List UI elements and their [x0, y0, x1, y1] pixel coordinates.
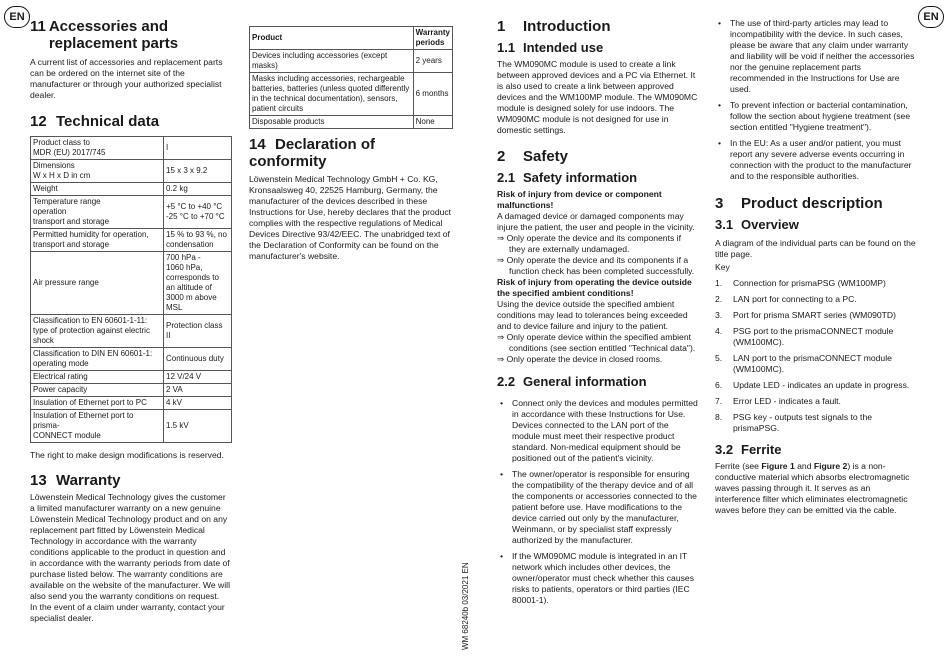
table-row [250, 73, 453, 116]
figure-2-ref: Figure 2 [813, 461, 848, 471]
section-3-number: 3 [715, 195, 724, 212]
tech-label: Dimensions W x H x D in cm [31, 160, 164, 183]
table-row [31, 315, 232, 348]
key-number: 7. [715, 396, 723, 406]
key-number: 1. [715, 278, 723, 288]
section-14-number: 14 [249, 136, 266, 153]
tech-label: Air pressure range [31, 252, 164, 315]
key-text: PSG key - outputs test signals to the prismaPSG. [733, 412, 873, 433]
instruction-3 [497, 332, 699, 354]
section-2-number: 2 [497, 148, 506, 165]
section-2-2-heading [497, 374, 699, 390]
key-item [715, 326, 917, 348]
section-2-1-number: 2.1 [497, 170, 516, 185]
section-2-1-heading [497, 170, 699, 186]
table-row [31, 196, 232, 229]
design-note: The right to make design modifications is reserved. [30, 450, 224, 460]
arrow-icon: ⇒ [497, 233, 505, 243]
key-number: 5. [715, 353, 723, 363]
key-text: PSG port to the prismaCONNECT module (WM100MC). [733, 326, 894, 347]
warning-2-text: Using the device outside the specified ambient conditions may lead to tolerances being exceeded and to device failure and injury to the patient. [497, 299, 688, 331]
tech-label: Power capacity [31, 384, 164, 397]
warning-2: Risk of injury from operating the device outside the specified ambient conditions! [497, 277, 692, 298]
tech-value: Continuous duty [164, 348, 232, 371]
key-item [715, 278, 917, 289]
warranty-header-periods: Warranty periods [413, 27, 452, 50]
ferrite-text-1: Ferrite (see [715, 461, 762, 471]
column-3 [497, 18, 699, 606]
table-row [31, 348, 232, 371]
instruction-4-text: Only operate the device in closed rooms. [506, 354, 663, 364]
list-item: • If the WM090MC module is integrated in an IT network which includes other devices, the owner/operator must check whether this causes risks to patients, operators or third parties (IEC 80001-1). [497, 551, 699, 606]
key-number: 6. [715, 380, 723, 390]
table-row [31, 160, 232, 183]
technical-data-table [30, 136, 232, 443]
tech-value: 15 % to 93 %, no condensation [164, 229, 232, 252]
key-text: Port for prisma SMART series (WM090TD) [733, 310, 896, 320]
key-text: Error LED - indicates a fault. [733, 396, 841, 406]
section-11-number: 11 [30, 18, 46, 35]
key-item [715, 380, 917, 391]
section-3-2-number: 3.2 [715, 442, 734, 457]
tech-label: Classification to DIN EN 60601-1: operating mode [31, 348, 164, 371]
table-row [31, 384, 232, 397]
warranty-product: Devices including accessories (except masks) [250, 50, 414, 73]
general-info-list [497, 398, 699, 606]
table-row [31, 410, 232, 443]
section-1-1-heading [497, 40, 699, 56]
section-13-heading [30, 472, 232, 489]
table-row [31, 137, 232, 160]
tech-value: 4 kV [164, 397, 232, 410]
table-row [31, 397, 232, 410]
section-3-2-title: Ferrite [741, 442, 782, 457]
section-1-1-number: 1.1 [497, 40, 516, 55]
list-item: • To prevent infection or bacterial contamination, follow the section about hygiene treatment (see section entitled "Hygiene treatment"). [715, 100, 917, 133]
section-1-heading [497, 18, 699, 35]
instruction-4 [497, 354, 699, 365]
table-row [250, 50, 453, 73]
ferrite-text-3: ) is a non-conductive material which absorbs electromagnetic waves passing through it. It serves as an interference filter which eliminates electromagnetic waves before they can be emitted via the cable. [715, 461, 910, 515]
key-text: LAN port for connecting to a PC. [733, 294, 857, 304]
column-2 [249, 26, 453, 262]
section-3-2-text [715, 461, 917, 516]
warranty-product: Masks including accessories, rechargeable batteries, batteries (unless quoted differently in the technical documentation), sensors, patient circuits [250, 73, 414, 116]
ferrite-text-2: and [794, 461, 814, 471]
key-text: LAN port to the prismaCONNECT module (WM100MC). [733, 353, 892, 374]
list-item: • The owner/operator is responsible for ensuring the compatibility of the therapy device and of all the components or accessories connected to the patient before use. Have modifications to the device carried out only by the manufacturer, Weinmann, or by specialist staff expressly authorized by the manufacturer. [497, 469, 699, 546]
section-13-text: Löwenstein Medical Technology gives the customer a limited manufacturer warranty on a new genuine Löwenstein Medical Technology product and on any replacement part fitted by Löwenstein Medical Technology in accordance with the warranty conditions applicable to the product in question and in accordance with the warranty periods from date of purchase listed below. The warranty conditions are available on the website of the manufacturer. We will also send you the warranty conditions on request. In the event of a claim under warranty, contact your specialist dealer. [30, 492, 230, 623]
tech-value: 2 VA [164, 384, 232, 397]
list-item: • The use of third-party articles may lead to incompatibility with the device. In such cases, please be aware that any claim under warranty and liability will be void if neither the accessories nor the genuine replacement parts recommended in the Instructions for Use are used. [715, 18, 917, 95]
instruction-2-text: Only operate the device and its components if a function check has been completed successfully. [506, 255, 695, 276]
arrow-icon: ⇒ [497, 255, 505, 265]
tech-value: 1.5 kV [164, 410, 232, 443]
key-item [715, 294, 917, 305]
section-14-heading [249, 136, 453, 170]
key-label: Key [715, 262, 730, 272]
key-number: 2. [715, 294, 723, 304]
tech-label: Classification to EN 60601-1-11: type of protection against electric shock [31, 315, 164, 348]
warranty-product: Disposable products [250, 116, 414, 129]
column-4 [715, 18, 917, 516]
figure-1-ref: Figure 1 [761, 461, 795, 471]
section-1-title: Introduction [523, 18, 611, 35]
key-text: Update LED - indicates an update in progress. [733, 380, 910, 390]
warning-1-text: A damaged device or damaged components may injure the patient, the user and people in the vicinity. [497, 211, 695, 232]
key-item [715, 353, 917, 375]
section-12-heading [30, 113, 232, 130]
warranty-header-product: Product [250, 27, 414, 50]
tech-label: Electrical rating [31, 371, 164, 384]
key-number: 4. [715, 326, 723, 336]
tech-label: Insulation of Ethernet port to prisma- CONNECT module [31, 410, 164, 443]
warranty-period: None [413, 116, 452, 129]
section-3-title: Product description [741, 195, 883, 212]
section-13-title: Warranty [56, 472, 121, 489]
section-14-text: Löwenstein Medical Technology GmbH + Co. KG, Kronsaalsweg 40, 22525 Hamburg, Germany, the manufacturer of the devices described in these Instructions for Use, hereby declares that the product complies with the respective regulations of Medical Devices Directive 93/42/EEC. The unabridged text of the Declaration of Conformity can be found on the manufacturer's website. [249, 174, 452, 261]
tech-value: 15 x 3 x 9.2 [164, 160, 232, 183]
section-1-1-title: Intended use [523, 40, 604, 55]
arrow-icon: ⇒ [497, 332, 505, 342]
section-2-title: Safety [523, 148, 569, 165]
language-badge-right: EN [918, 6, 944, 28]
instruction-1-text: Only operate the device and its components if they are externally undamaged. [506, 233, 681, 254]
tech-value: 0.2 kg [164, 183, 232, 196]
section-2-2-title: General information [523, 374, 647, 389]
section-3-heading [715, 195, 917, 212]
section-3-1-text: A diagram of the individual parts can be found on the title page. [715, 238, 916, 259]
list-item: • Connect only the devices and modules permitted in accordance with these Instructions for Use. Devices connected to the LAN port of the module must meet their respective product standard. Non-medical equipment should be positioned out of the patient's vicinity. [497, 398, 699, 464]
section-3-1-heading [715, 217, 917, 233]
instruction-2 [497, 255, 699, 277]
table-row [250, 116, 453, 129]
warranty-period: 2 years [413, 50, 452, 73]
tech-label: Temperature range operation transport and storage [31, 196, 164, 229]
table-row [31, 183, 232, 196]
key-number: 8. [715, 412, 723, 422]
key-item [715, 412, 917, 434]
section-1-1-text: The WM090MC module is used to create a link between approved devices and a PC via Ethernet. It is also used to create a link between approved devices and the WM100MP module. The WM090MC module is designed solely for use indoors. The WM090MC module is not designed for use in domestic settings. [497, 59, 698, 135]
table-row [31, 229, 232, 252]
section-2-2-number: 2.2 [497, 374, 516, 389]
tech-label: Insulation of Ethernet port to PC [31, 397, 164, 410]
tech-value: 700 hPa - 1060 hPa, corresponds to an altitude of 3000 m above MSL [164, 252, 232, 315]
section-2-1-title: Safety information [523, 170, 638, 185]
section-14-title: Declaration of conformity [249, 136, 376, 170]
key-item [715, 310, 917, 321]
table-row [31, 371, 232, 384]
tech-value: 12 V/24 V [164, 371, 232, 384]
instruction-1 [497, 233, 699, 255]
tech-label: Weight [31, 183, 164, 196]
key-text: Connection for prismaPSG (WM100MP) [733, 278, 886, 288]
tech-value: I [164, 137, 232, 160]
arrow-icon: ⇒ [497, 354, 505, 364]
warning-1: Risk of injury from device or component malfunctions! [497, 189, 662, 210]
tech-label: Permitted humidity for operation, transport and storage [31, 229, 164, 252]
tech-value: +5 °C to +40 °C -25 °C to +70 °C [164, 196, 232, 229]
key-number: 3. [715, 310, 723, 320]
overview-key-list [715, 278, 917, 434]
document-code: WM 68240b 03/2021 EN [461, 562, 470, 650]
section-3-1-number: 3.1 [715, 217, 734, 232]
tech-value: Protection class II [164, 315, 232, 348]
table-row [31, 252, 232, 315]
key-item [715, 396, 917, 407]
column-1 [30, 18, 232, 624]
section-12-number: 12 [30, 113, 47, 130]
list-item: • In the EU: As a user and/or patient, you must report any severe adverse events occurring in connection with the product to the manufacturer and to the responsible authorities. [715, 138, 917, 182]
section-3-1-title: Overview [741, 217, 799, 232]
safety-continued-list [715, 18, 917, 182]
language-badge: EN [4, 6, 30, 28]
section-1-number: 1 [497, 18, 506, 35]
section-13-number: 13 [30, 472, 47, 489]
warranty-period: 6 months [413, 73, 452, 116]
section-11-title: Accessories and replacement parts [48, 18, 179, 52]
section-12-title: Technical data [56, 113, 160, 130]
section-2-heading [497, 148, 699, 165]
warranty-table [249, 26, 453, 129]
section-3-2-heading [715, 442, 917, 458]
tech-label: Product class to MDR (EU) 2017/745 [31, 137, 164, 160]
instruction-3-text: Only operate device within the specified ambient conditions (see section entitled "Technical data"). [506, 332, 696, 353]
section-11-heading [30, 18, 232, 52]
section-11-text: A current list of accessories and replacement parts can be ordered on the internet site of the manufacturer or through your authorized specialist dealer. [30, 57, 223, 100]
